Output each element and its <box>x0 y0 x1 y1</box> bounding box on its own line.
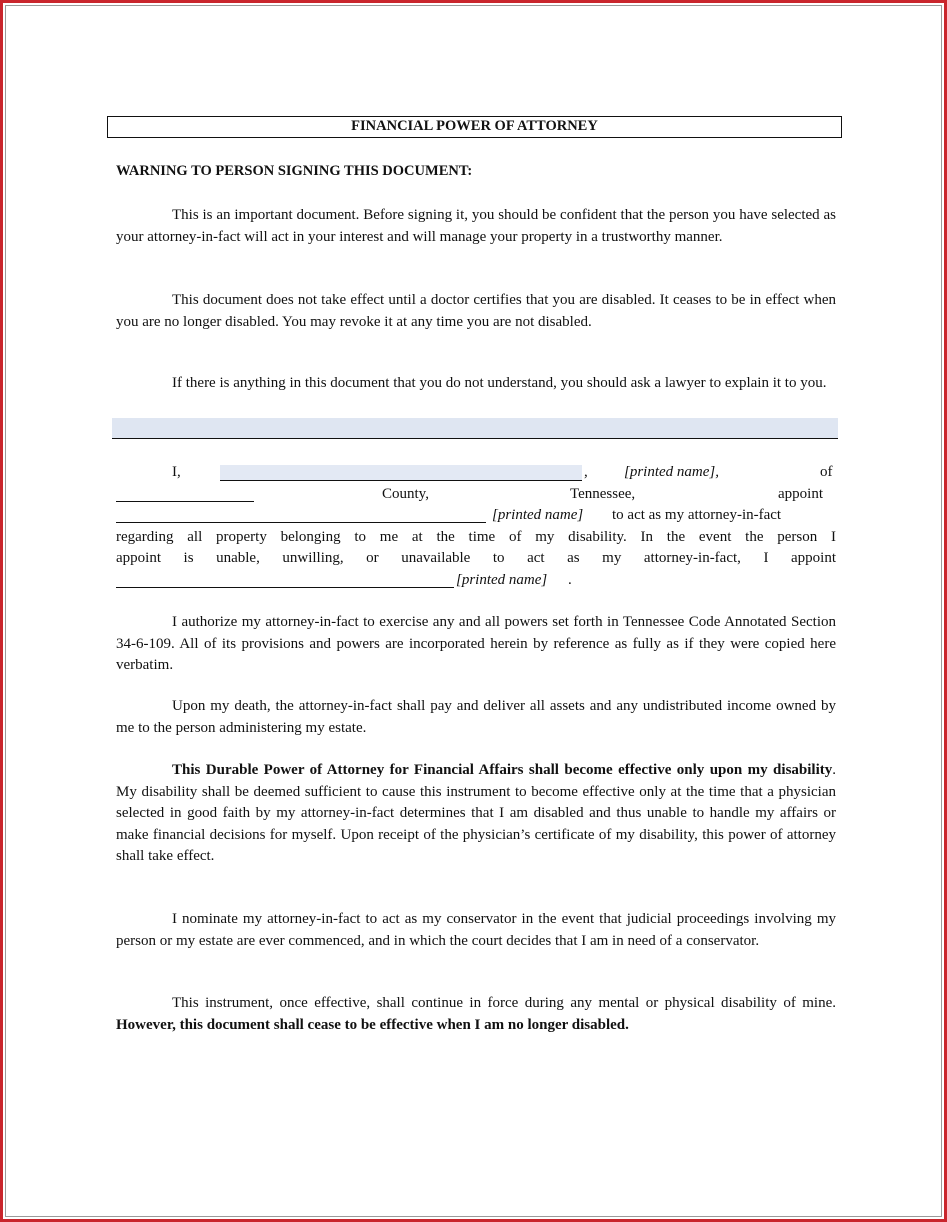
appoint-label: appoint <box>778 485 823 502</box>
warning-heading: WARNING TO PERSON SIGNING THIS DOCUMENT: <box>116 163 473 179</box>
county-field[interactable] <box>116 501 254 502</box>
form-field-bar[interactable] <box>112 418 838 439</box>
appointment-line-5 <box>116 548 836 570</box>
printed-name-label-3: [printed name] <box>456 571 548 588</box>
period-label: . <box>568 571 572 588</box>
alternate-attorney-name-field[interactable] <box>116 587 454 588</box>
paragraph-conservator: I nominate my attorney-in-fact to act as my conservator in the event that judicial proceedings involving my person or my estate are ever commenced, and in which the court decides that I am in need of a conservator. <box>116 911 836 949</box>
cease-effective-bold-text: However, this document shall cease to be effective when I am no longer disabled. <box>116 1016 629 1033</box>
paragraph-upon-death: Upon my death, the attorney-in-fact shall pay and deliver all assets and any undistributed income owned by me to the person administering my estate. <box>116 698 836 736</box>
appointment-line-2 <box>116 484 836 506</box>
appointment-line-1 <box>116 462 836 484</box>
principal-name-field[interactable] <box>220 465 582 481</box>
tennessee-label: Tennessee, <box>570 485 636 502</box>
i-label: I, <box>172 464 181 480</box>
document-title: FINANCIAL POWER OF ATTORNEY <box>107 116 842 138</box>
appointment-text-4: regarding all property belonging to me at the time of my disability. In the event the person I <box>116 528 836 545</box>
appointment-text-5: appoint is unable, unwilling, or unavailable to act as my attorney-in-fact, I appoint <box>116 550 836 566</box>
attorney-name-field[interactable] <box>116 522 486 523</box>
act-as-label: to act as my attorney-in-fact <box>612 507 782 523</box>
paragraph-authorize-powers: I authorize my attorney-in-fact to exercise any and all powers set forth in Tennessee Code Annotated Section 34-6-109. All of its provisions and powers are incorporated herein by reference as fully as if they were copied here verbatim. <box>116 614 836 673</box>
comma-label: , <box>584 464 588 480</box>
paragraph-ask-lawyer: If there is anything in this document that you do not understand, you should ask a lawyer to explain it to you. <box>172 375 827 391</box>
appointment-line-3 <box>116 505 836 527</box>
paragraph-continue-in-force <box>116 993 836 1036</box>
county-label: County, <box>382 485 429 502</box>
printed-name-label-2: [printed name] <box>492 507 584 523</box>
of-label: of <box>820 464 833 480</box>
paragraph-takes-effect: This document does not take effect until a doctor certifies that you are disabled. It ceases to be in effect when you are no longer disabled. You may revoke it at any time you are not disabled. <box>116 292 836 330</box>
durable-power-text: . My disability shall be deemed sufficient to cause this instrument to become effective only at the time that a physician selected in good faith by my attorney-in-fact determines that I am disabled and thus unable to handle my affairs or make financial decisions for myself. Upon receipt of the physician’s certificate of my disability, this power of attorney shall take effect. <box>116 762 836 864</box>
durable-power-bold-text: This Durable Power of Attorney for Financial Affairs shall become effective only upon my disability <box>172 762 833 778</box>
paragraph-important-document: This is an important document. Before signing it, you should be confident that the person you have selected as your attorney-in-fact will act in your interest and will manage your property in a trustworthy manner. <box>116 207 836 245</box>
appointment-line-6 <box>116 570 836 592</box>
appointment-section <box>116 462 836 591</box>
appointment-line-4 <box>116 527 836 549</box>
paragraph-durable-power <box>116 760 836 868</box>
printed-name-label-1: [printed name], <box>624 464 719 480</box>
continue-in-force-text: This instrument, once effective, shall continue in force during any mental or physical disability of mine. <box>172 995 836 1011</box>
